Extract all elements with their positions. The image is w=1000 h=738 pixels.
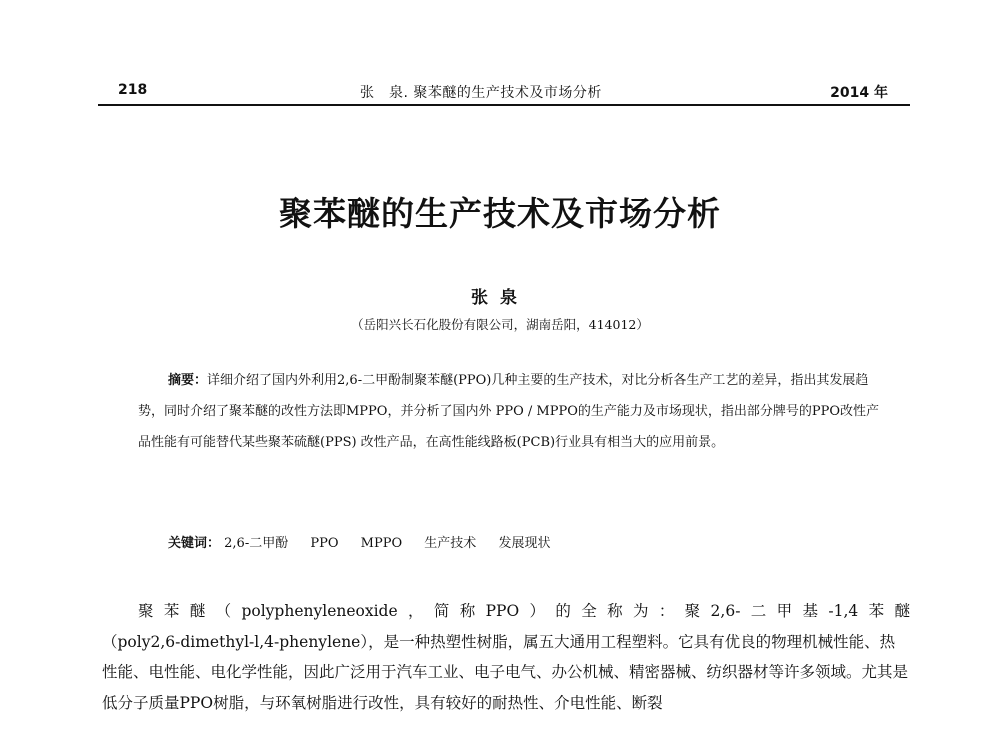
abstract-label: 摘要： bbox=[168, 373, 208, 388]
running-header bbox=[98, 76, 910, 106]
article-title: 聚苯醚的生产技术及市场分析 bbox=[279, 194, 721, 233]
keywords-label: 关键词： bbox=[168, 536, 221, 551]
publication-year: 2014 年 bbox=[830, 85, 888, 101]
body-continuation: （poly2,6-dimethyl-l,4-phenylene），是一种热塑性树脂，属五大通用工程塑料。它具有优良的物理机械性能、热性能、电性能、电化学性能，因此广泛用于汽车工业、电子电气、办公机械、精密器械、纺织器材等许多领域。尤其是低分子质量PPO树脂，与环氧树脂进行改性，具有较好的耐热性、介电性能、断裂 bbox=[102, 632, 909, 712]
page-number: 218 bbox=[118, 82, 148, 98]
body-first-line: 聚苯醚（polyphenyleneoxide，简称PPO）的全称为：聚2,6-二甲基-1,4苯醚 bbox=[138, 602, 910, 620]
author-affiliation: （岳阳兴长石化股份有限公司，湖南岳阳，414012） bbox=[351, 317, 649, 332]
keyword-item: 发展现状 bbox=[498, 536, 551, 551]
keyword-item: 2,6-二甲酚 bbox=[224, 536, 289, 551]
keyword-item: 生产技术 bbox=[424, 536, 477, 551]
keyword-item: MPPO bbox=[360, 536, 403, 551]
body-paragraph bbox=[102, 596, 910, 718]
abstract-text: 详细介绍了国内外利用2,6-二甲酚制聚苯醚(PPO)几种主要的生产技术，对比分析各生产工艺的差异，指出其发展趋势，同时介绍了聚苯醚的改性方法即MPPO，并分析了国内外 PPO / MPPO的生产能力及市场现状，指出部分牌号的PPO改性产品性能有可能替代某些聚苯硫醚(PPS) 改性产品，在高性能线路板(PCB)行业具有相当大的应用前景。 bbox=[138, 373, 880, 450]
keywords-block bbox=[168, 532, 880, 551]
keyword-item: PPO bbox=[310, 536, 339, 551]
author-name: 张泉 bbox=[471, 288, 529, 308]
running-title: 张 泉. 聚苯醚的生产技术及市场分析 bbox=[360, 85, 602, 101]
abstract-block bbox=[138, 365, 880, 458]
